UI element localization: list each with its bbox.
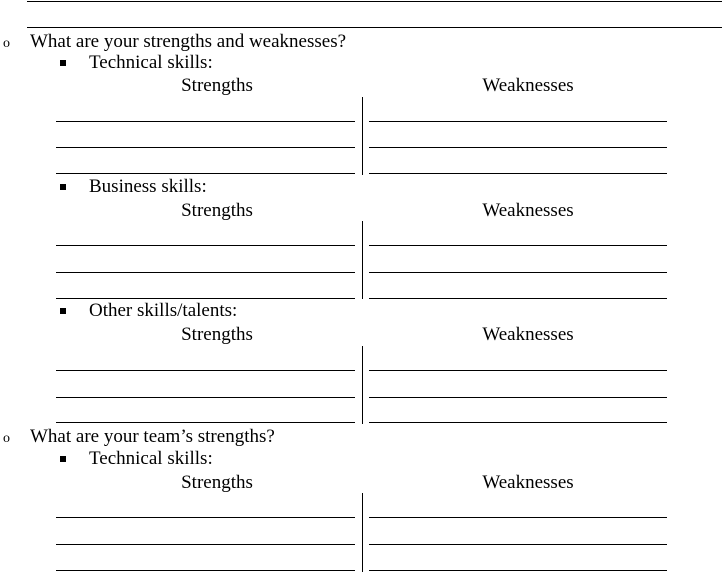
strengths-answer-line[interactable] <box>56 173 355 174</box>
column-divider <box>362 346 363 424</box>
weaknesses-answer-line[interactable] <box>369 121 667 122</box>
circle-bullet: o <box>3 431 10 446</box>
strengths-answer-line[interactable] <box>56 272 355 273</box>
strengths-answer-line[interactable] <box>56 370 355 371</box>
strengths-header: Strengths <box>181 200 253 221</box>
weaknesses-header: Weaknesses <box>482 472 574 493</box>
strengths-answer-line[interactable] <box>56 397 355 398</box>
column-divider <box>362 493 363 572</box>
weaknesses-answer-line[interactable] <box>369 245 667 246</box>
strengths-answer-line[interactable] <box>56 147 355 148</box>
strengths-answer-line[interactable] <box>56 298 355 299</box>
subsection-label-technical: Technical skills: <box>89 52 213 73</box>
question-strengths-weaknesses: What are your strengths and weaknesses? <box>30 31 347 52</box>
strengths-answer-line[interactable] <box>56 245 355 246</box>
weaknesses-header: Weaknesses <box>482 324 574 345</box>
strengths-answer-line[interactable] <box>56 517 355 518</box>
strengths-header: Strengths <box>181 472 253 493</box>
weaknesses-header: Weaknesses <box>482 75 574 96</box>
answer-line-top-2[interactable] <box>27 27 722 28</box>
weaknesses-answer-line[interactable] <box>369 517 667 518</box>
strengths-answer-line[interactable] <box>56 570 355 571</box>
circle-bullet: o <box>3 36 10 51</box>
weaknesses-answer-line[interactable] <box>369 422 667 423</box>
square-bullet <box>60 60 66 66</box>
weaknesses-answer-line[interactable] <box>369 298 667 299</box>
weaknesses-header: Weaknesses <box>482 200 574 221</box>
strengths-answer-line[interactable] <box>56 544 355 545</box>
column-divider <box>362 97 363 175</box>
weaknesses-answer-line[interactable] <box>369 370 667 371</box>
subsection-label-business: Business skills: <box>89 176 207 197</box>
answer-line-top-1[interactable] <box>27 1 722 2</box>
subsection-label-other: Other skills/talents: <box>89 300 238 321</box>
weaknesses-answer-line[interactable] <box>369 173 667 174</box>
weaknesses-answer-line[interactable] <box>369 147 667 148</box>
weaknesses-answer-line[interactable] <box>369 272 667 273</box>
weaknesses-answer-line[interactable] <box>369 544 667 545</box>
square-bullet <box>60 308 66 314</box>
weaknesses-answer-line[interactable] <box>369 570 667 571</box>
weaknesses-answer-line[interactable] <box>369 397 667 398</box>
strengths-header: Strengths <box>181 324 253 345</box>
strengths-header: Strengths <box>181 75 253 96</box>
strengths-answer-line[interactable] <box>56 121 355 122</box>
column-divider <box>362 221 363 299</box>
square-bullet <box>60 456 66 462</box>
subsection-label-technical: Technical skills: <box>89 448 213 469</box>
question-team-strengths: What are your team’s strengths? <box>30 426 275 447</box>
square-bullet <box>60 184 66 190</box>
strengths-answer-line[interactable] <box>56 422 355 423</box>
